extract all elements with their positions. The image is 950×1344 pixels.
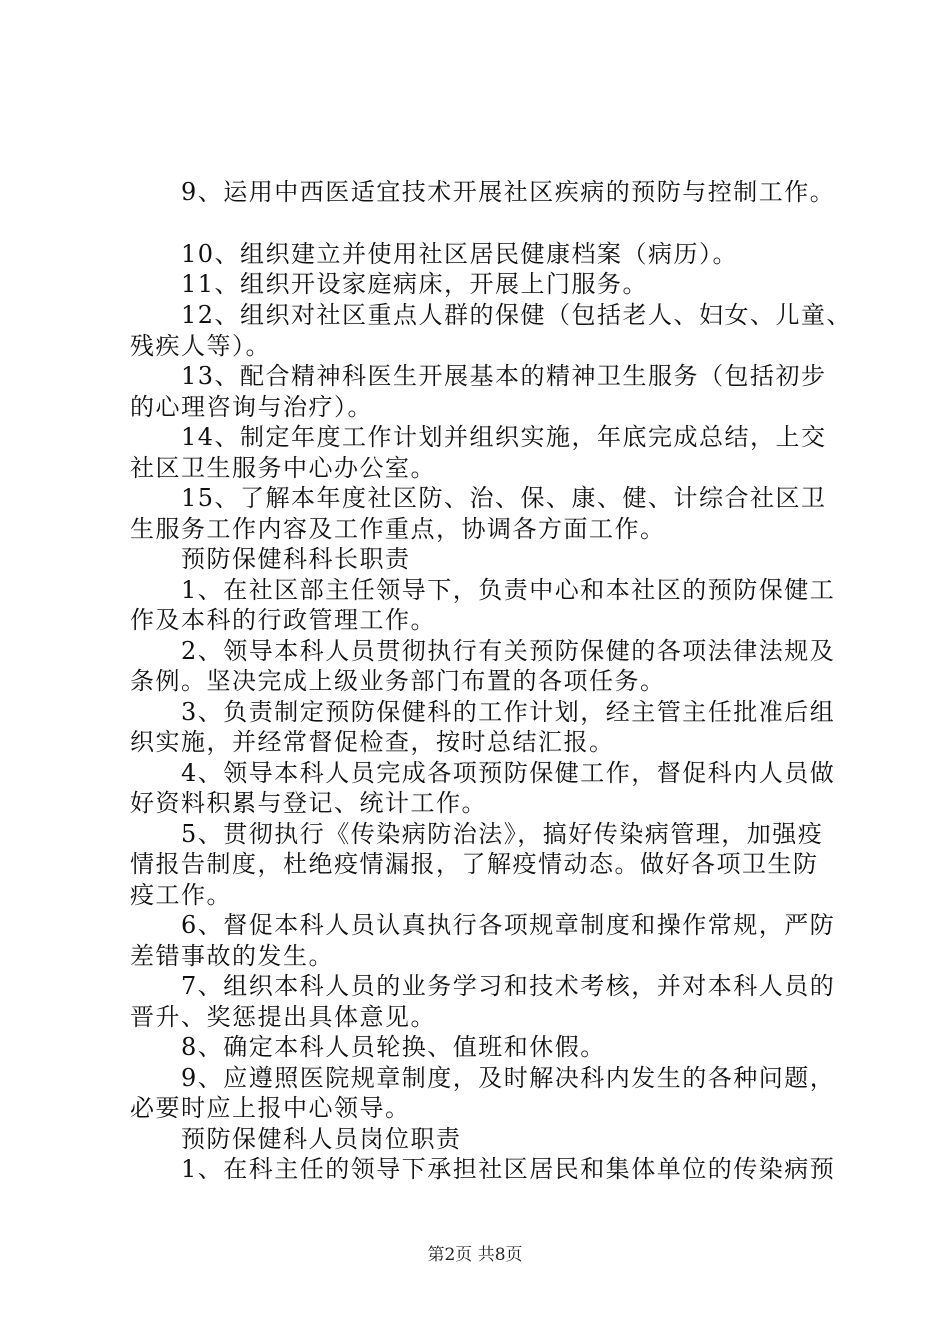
page-number-footer: 第2页 共8页	[427, 1245, 523, 1265]
text-line: 13、配合精神科医生开展基本的精神卫生服务（包括初步	[130, 362, 827, 390]
text-line: 必要时应上报中心领导。	[130, 1094, 411, 1122]
text-line: 情报告制度，杜绝疫情漏报，了解疫情动态。做好各项卫生防	[130, 850, 819, 878]
text-line: 疫工作。	[130, 881, 232, 909]
text-line: 7、组织本科人员的业务学习和技术考核，并对本科人员的	[130, 972, 836, 1000]
text-line: 6、督促本科人员认真执行各项规章制度和操作常规，严防	[130, 911, 836, 939]
text-line: 15、了解本年度社区防、治、保、康、健、计综合社区卫	[130, 484, 827, 512]
text-line: 条例。坚决完成上级业务部门布置的各项任务。	[130, 667, 666, 695]
text-line: 8、确定本科人员轮换、值班和休假。	[130, 1033, 606, 1061]
text-line: 2、领导本科人员贯彻执行有关预防保健的各项法律法规及	[130, 637, 836, 665]
text-line: 5、贯彻执行《传染病防治法》，搞好传染病管理，加强疫	[130, 820, 824, 848]
text-line: 11、组织开设家庭病床，开展上门服务。	[130, 270, 649, 298]
section-heading: 预防保健科人员岗位职责	[130, 1125, 462, 1153]
text-line: 作及本科的行政管理工作。	[130, 606, 436, 634]
text-line: 织实施，并经常督促检查，按时总结汇报。	[130, 728, 615, 756]
text-line: 社区卫生服务中心办公室。	[130, 454, 436, 482]
text-line: 差错事故的发生。	[130, 942, 334, 970]
text-line: 9、应遵照医院规章制度，及时解决科内发生的各种问题，	[130, 1064, 836, 1092]
text-line: 好资料积累与登记、统计工作。	[130, 789, 487, 817]
text-line: 14、制定年度工作计划并组织实施，年底完成总结，上交	[130, 423, 827, 451]
text-line: 晋升、奖惩提出具体意见。	[130, 1003, 436, 1031]
text-line: 生服务工作内容及工作重点，协调各方面工作。	[130, 515, 666, 543]
text-line: 9、运用中西医适宜技术开展社区疾病的预防与控制工作。	[130, 178, 836, 206]
text-line: 10、组织建立并使用社区居民健康档案（病历）。	[130, 240, 739, 268]
text-line: 12、组织对社区重点人群的保健（包括老人、妇女、儿童、	[130, 301, 853, 329]
text-line: 残疾人等）。	[130, 332, 271, 360]
text-line: 的心理咨询与治疗）。	[130, 393, 373, 421]
text-line: 3、负责制定预防保健科的工作计划，经主管主任批准后组	[130, 698, 836, 726]
text-line: 1、在社区部主任领导下，负责中心和本社区的预防保健工	[130, 576, 836, 604]
text-line: 4、领导本科人员完成各项预防保健工作，督促科内人员做	[130, 759, 836, 787]
text-line: 1、在科主任的领导下承担社区居民和集体单位的传染病预	[130, 1155, 836, 1183]
section-heading: 预防保健科科长职责	[130, 545, 411, 573]
